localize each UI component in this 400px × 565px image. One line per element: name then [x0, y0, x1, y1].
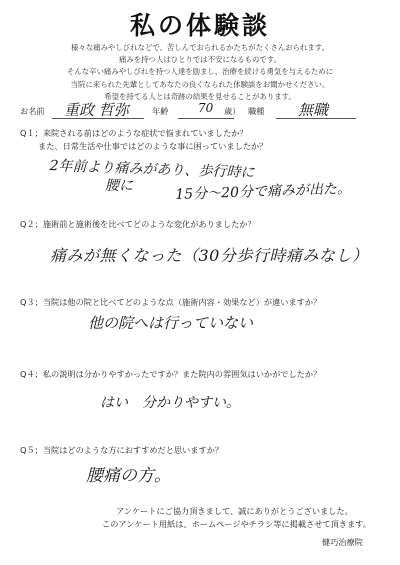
q4-answer: はい 分かりやすい。: [100, 395, 240, 411]
q2-question: Q２；施術前と施術後を比べてどのような変化がありましたか？: [20, 219, 256, 229]
age-underline: [178, 118, 234, 119]
q3-answer: 他の院へは行っていない: [88, 314, 254, 332]
age-value: 70: [198, 101, 214, 115]
intro-line: 痛みを持つ人はひとりでは不安になるものです。: [118, 55, 281, 65]
intro-line: そんな辛い痛みやしびれを持つ人達を励まし、治療を続ける勇気を与えるために: [66, 67, 334, 77]
q1-line1: Q１；来院される前はどのような症状で悩まれていましたか？: [20, 128, 248, 138]
intro-text: [20, 42, 380, 103]
job-value: 無職: [298, 101, 329, 119]
page-title: 私の体験談: [129, 11, 270, 40]
q4-question: Q４；私の説明は分かりやすかったですか？また院内の雰囲気はいかがでしたか？: [20, 369, 322, 379]
q1-answer-line1: 2年前より痛みがあり、歩行時に: [49, 157, 255, 182]
q2-answer: 痛みが無くなった（30分歩行時痛みなし）: [50, 246, 369, 265]
job-label: 職種: [248, 106, 265, 116]
intro-line: 様々な痛みやしびれなどで、苦しんでおられるかたちがたくさんおられます。: [71, 43, 329, 52]
name-value: 重政 哲弥: [64, 101, 129, 119]
clinic-name: 健巧治療院: [322, 537, 363, 547]
q1-line2: また、日常生活や仕事ではどのような事に困っていましたか？: [38, 141, 268, 151]
intro-line: 希望を持てる人とは奇跡の結果を見せることがあります。: [104, 91, 296, 101]
q1-answer-line2: 腰に: [105, 178, 133, 194]
footer-notice: このアンケート用紙は、ホームページやチラシ等に掲載させて頂きます。: [102, 519, 371, 529]
intro-line: 当院に来られた先輩としてあなたの良くなられた体験談をお聞かせください。: [70, 79, 330, 89]
age-suffix: 歳）: [224, 106, 241, 116]
q5-question: Q５；当院はどのような方におすすめだと思いますか？: [20, 445, 224, 455]
age-label: 年齢: [152, 106, 169, 116]
q5-answer: 腰痛の方。: [86, 466, 171, 486]
q3-question: Q３；当院は他の院と比べてどのような点（施術内容・効果など）が違いますか？: [20, 297, 322, 307]
name-label: お名前: [20, 106, 45, 116]
footer-thanks: アンケートにご協力頂きまして、誠にありがとうございました。: [116, 506, 353, 516]
q1-answer-line3: 15分～20分で痛みが出た。: [175, 180, 352, 203]
